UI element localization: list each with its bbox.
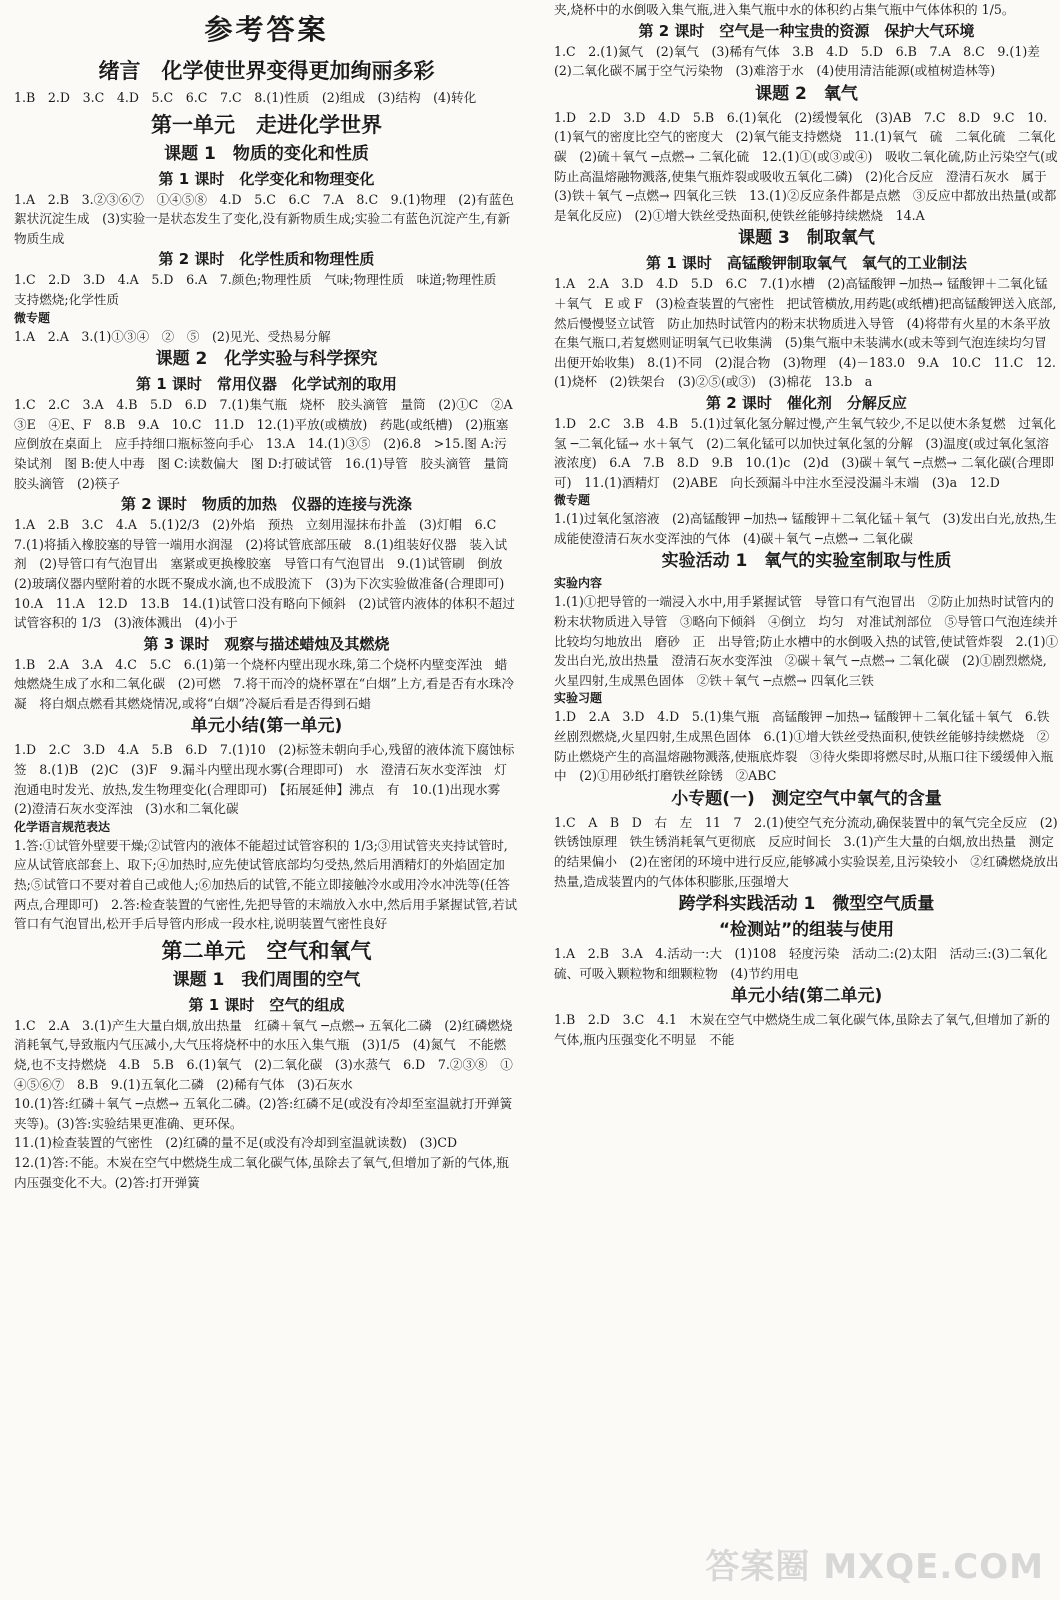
topic-heading: 课题 1 物质的变化和性质 xyxy=(164,143,369,164)
answer-block: 1.C 2.A 3.(1)产生大量白烟,放出热量 红磷＋氧气 ─点燃→ 五氧化二磷 (2)红磷燃烧消耗氧气,导致瓶内气压减小,大气压将烧杯中的水压入集气瓶 (3)1/5 (4)氮气 不能燃烧,也不支持燃烧 4.B 5.B 6.(1)氧气 (2)二氧化碳 (3)水蒸气 6.D 7.②③⑧ ①④⑤⑥⑦ 8.B 9.(1)五氧化二磷 (2)稀有气体 (3)石灰水 xyxy=(14,1017,513,1092)
unit-heading: 第一单元 走进化学世界 xyxy=(151,112,382,137)
topic-heading: “检测站”的组装与使用 xyxy=(718,920,895,941)
lesson-heading: 第 2 课时 物质的加热 仪器的连接与洗涤 xyxy=(121,495,412,514)
answer-block: 10.(1)答:红磷＋氧气 ─点燃→ 五氧化二磷。(2)答:红磷不足(或没有冷却至室温就打开弹簧夹等)。(3)答:实验结果更准确、更环保。 xyxy=(14,1096,513,1131)
topic-heading: 小专题(一) 测定空气中氧气的含量 xyxy=(671,788,942,809)
section-label: 化学语言规范表达 xyxy=(14,819,111,834)
lesson-heading: 第 2 课时 催化剂 分解反应 xyxy=(706,393,907,412)
topic-heading: 课题 3 制取氧气 xyxy=(738,228,875,249)
lesson-heading: 第 1 课时 化学变化和物理变化 xyxy=(158,169,375,188)
section-label: 实验习题 xyxy=(554,691,603,706)
unit-heading: 第二单元 空气和氧气 xyxy=(161,938,372,963)
section-label: 实验内容 xyxy=(554,576,603,591)
topic-heading: 课题 2 氧气 xyxy=(755,83,858,104)
section-label: 微专题 xyxy=(554,493,591,508)
lesson-heading: 第 2 课时 化学性质和物理性质 xyxy=(158,250,375,269)
answer-block: 夹,烧杯中的水倒吸入集气瓶,进入集气瓶中水的体积约占集气瓶中气体体积的 1/5。 xyxy=(554,2,1015,17)
lesson-heading: 第 1 课时 高锰酸钾制取氧气 氧气的工业制法 xyxy=(646,254,967,273)
watermark: 答案圈 MXQE.COM xyxy=(705,1547,1044,1587)
answer-block: 1.(1)过氧化氢溶液 (2)高锰酸钾 ─加热→ 锰酸钾＋二氧化锰＋氧气 (3)发出白光,放热,生成能使澄清石灰水变浑浊的气体 (4)碳＋氧气 ─点燃→ 二氧化碳 xyxy=(554,511,1057,546)
answer-block: 1.D 2.D 3.D 4.D 5.B 6.(1)氧化 (2)缓慢氧化 (3)AB 7.C 8.D 9.C 10.(1)氧气的密度比空气的密度大 (2)氧气能支持燃烧 11.(1)氧气 硫 二氧化硫 二氧化碳 (2)硫＋氧气 ─点燃→ 二氧化硫 12.(1)①(或③或④) 吸收二氧化硫,防止污染空气(或防止高温熔融物溅落,使集气瓶炸裂或吸收五氧化二磷) (2)化合反应 澄清石灰水 属于 (3)铁＋氧气 ─点燃→ 四氧化三铁 13.(1)②反应条件都是点燃 ③反应中都放出热量(或都是氧化反应) (2)①增大铁丝受热面积,使铁丝能够持续燃烧 14.A xyxy=(554,109,1060,223)
answer-block: 11.(1)检查装置的气密性 (2)红磷的量不足(或没有冷却到室温就读数) (3)CD xyxy=(14,1135,458,1151)
unit-heading: 绪言 化学使世界变得更加绚丽多彩 xyxy=(98,59,435,83)
answer-block: 1.C A B D 右 左 11 7 2.(1)使空气充分流动,确保装置中的氧气完全反应 (2)铁锈蚀原理 铁生锈消耗氧气更彻底 反应时间长 3.(1)产生大量的白烟,放出热量 测定的结果偏小 (2)在密闭的环境中进行反应,能够减小实验误差,且污染较小 ②红磷燃烧放出热量,造成装置内的气体体积膨胀,压强增大 xyxy=(554,814,1059,889)
answer-block: 1.A 2.B 3.C 4.A 5.(1)2/3 (2)外焰 预热 立刻用湿抹布扑盖 (3)灯帽 6.C 7.(1)将插入橡胶塞的导管一端用水润湿 (2)将试管底部压破 8.(1)组装好仪器 装入试剂 (2)导管口有气泡冒出 塞紧或更换橡胶塞 导管口有气泡冒出 9.(1)试管刷 倒放 (2)玻璃仪器内壁附着的水既不聚成水滴,也不成股流下 (3)为下次实验做准备(合理即可) 10.A 11.A 12.D 13.B 14.(1)试管口没有略向下倾斜 (2)试管内液体的体积不超过试管容积的 1/3 (3)液体溅出 (4)小于 xyxy=(14,517,517,631)
answer-block: 1.D 2.A 3.D 4.D 5.(1)集气瓶 高锰酸钾 ─加热→ 锰酸钾＋二氧化锰＋氧气 6.铁丝剧烈燃烧,火星四射,生成黑色固体 6.(1)①增大铁丝受热面积,使铁丝能够持续燃烧 ②防止燃烧产生的高温熔融物溅落,使瓶底炸裂 ③待火柴即将燃尽时,从瓶口往下缓缓伸入瓶中 (2)①用砂纸打磨铁丝除锈 ②ABC xyxy=(554,709,1054,784)
section-label: 微专题 xyxy=(14,310,51,325)
answer-block: 1.B 2.D 3.C 4.D 5.C 6.C 7.C 8.(1)性质 (2)组成 (3)结构 (4)转化 xyxy=(14,90,477,105)
answer-block: 1.(1)①把导管的一端浸入水中,用手紧握试管 导管口有气泡冒出 ②防止加热时试管内的粉末状物质进入导管 ③略向下倾斜 ④倒立 均匀 对准试剂部位 ⑤导管口气泡连续并比较均匀地放出 磨砂 正 出导管;防止水槽中的水倒吸入热的试管,使试管炸裂 2.(1)①发出白光,放出热量 澄清石灰水变浑浊 ②碳＋氧气 ─点燃→ 二氧化碳 (2)①剧烈燃烧,火星四射,生成黑色固体 ②铁＋氧气 ─点燃→ 四氧化三铁 xyxy=(554,594,1059,688)
answer-block: 1.A 2.B 3.A 4.活动一:大 (1)108 轻度污染 活动二:(2)太阳 活动三:(3)二氧化硫、可吸入颗粒物和细颗粒物 (4)节约用电 xyxy=(554,946,1048,981)
answer-block: 1.A 2.B 3.②③⑥⑦ ①④⑤⑧ 4.D 5.C 6.C 7.A 8.C 9.(1)物理 (2)有蓝色絮状沉淀生成 (3)实验一是状态发生了变化,没有新物质生成;实验二有蓝色沉淀产生,有新物质生成 xyxy=(14,191,514,246)
answer-block: 1.D 2.C 3.D 4.A 5.B 6.D 7.(1)10 (2)标签未朝向手心,残留的液体流下腐蚀标签 8.(1)B (2)C (3)F 9.漏斗内壁出现水雾(合理即可) 水 澄清石灰水变浑浊 灯泡通电时发光、放热,发生物理变化(合理即可) 【拓展延伸】沸点 有 10.(1)出现水雾 (2)澄清石灰水变浑浊 (3)水和二氧化碳 xyxy=(14,742,515,817)
topic-heading: 单元小结(第二单元) xyxy=(730,986,883,1007)
lesson-heading: 第 3 课时 观察与描述蜡烛及其燃烧 xyxy=(143,634,390,653)
answer-block: 1.C 2.(1)氮气 (2)氧气 (3)稀有气体 3.B 4.D 5.D 6.B 7.A 8.C 9.(1)差 (2)二氧化碳不属于空气污染物 (3)难溶于水 (4)使用清洁能源(或植树造林等) xyxy=(554,43,1053,79)
answer-block: 1.B 2.D 3.C 4.1 木炭在空气中燃烧生成二氧化碳气体,虽除去了氧气,但增加了新的气体,瓶内压强变化不明显 不能 xyxy=(554,1012,1051,1047)
answer-block: 1.D 2.C 3.B 4.B 5.(1)过氧化氢分解过慢,产生氧气较少,不足以使木条复燃 过氧化氢 ─二氧化锰→ 水＋氧气 (2)二氧化锰可以加快过氧化氢的分解 (3)温度(或过氧化氢溶液浓度) 6.A 7.B 8.D 9.B 10.(1)c (2)d (3)碳＋氧气 ─点燃→ 二氧化碳(合理即可) 11.(1)酒精灯 (2)ABE 向长颈漏斗中注水至浸没漏斗末端 (3)a 12.D xyxy=(554,415,1056,490)
topic-heading: 实验活动 1 氧气的实验室制取与性质 xyxy=(661,551,952,572)
lesson-heading: 第 1 课时 常用仪器 化学试剂的取用 xyxy=(136,375,397,394)
right-column xyxy=(554,0,1059,1600)
answer-block: 1.A 2.A 3.(1)①③④ ② ⑤ (2)见光、受热易分解 xyxy=(14,328,331,344)
topic-heading: 课题 1 我们周围的空气 xyxy=(172,969,361,990)
topic-heading: 单元小结(第一单元) xyxy=(190,716,343,737)
topic-heading: 课题 2 化学实验与科学探究 xyxy=(155,349,378,370)
left-column xyxy=(14,0,526,1600)
answer-block: 1.C 2.C 3.A 4.B 5.D 6.D 7.(1)集气瓶 烧杯 胶头滴管 量筒 (2)①C ②A ③E ④E、F 8.B 9.A 10.C 11.D 12.(1)平放(或横放) 药匙(或纸槽) (2)瓶塞应倒放在桌面上 应手持细口瓶标签向手心 13.A 14.(1)③⑤ (2)6.8 >15.图 A:污染试剂 图 B:使人中毒 图 C:读数偏大 图 D:打破试管 16.(1)导管 胶头滴管 量筒 胶头滴管 (2)筷子 xyxy=(14,397,526,491)
answer-block: 1.C 2.D 3.D 4.A 5.D 6.A 7.颜色;物理性质 气味;物理性质 味道;物理性质 支持燃烧;化学性质 xyxy=(14,272,509,307)
page-title: 参考答案 xyxy=(204,13,329,46)
lesson-heading: 第 1 课时 空气的组成 xyxy=(188,995,345,1014)
topic-heading: 跨学科实践活动 1 微型空气质量 xyxy=(678,894,935,915)
answer-block: 1.答:①试管外壁要干燥;②试管内的液体不能超过试管容积的 1/3;③用试管夹夹持试管时,应从试管底部套上、取下;④加热时,应先使试管底部均匀受热,然后用酒精灯的外焰固定加热;⑤试管口不要对着自己或他人;⑥加热后的试管,不能立即接触冷水或用冷水冲洗等(任答两点,合理即可) 2.答:检查装置的气密性,先把导管的末端放入水中,然后用手紧握试管,若试管口有气泡冒出,松开手后导管内形成一段水柱,说明装置气密性良好 xyxy=(14,837,518,932)
lesson-heading: 第 2 课时 空气是一种宝贵的资源 保护大气环境 xyxy=(638,21,975,40)
answer-block: 1.A 2.A 3.D 4.D 5.D 6.C 7.(1)水槽 (2)高锰酸钾 ─加热→ 锰酸钾＋二氧化锰＋氧气 E 或 F (3)检查装置的气密性 把试管横放,用药匙(或纸槽)把高锰酸钾送入底部,然后慢慢竖立试管 防止加热时试管内的粉末状物质进入导管 (4)将带有火星的木条平放在集气瓶口,若复燃则证明氧气已收集满 (5)集气瓶中未装满水(或未等到气泡连续均匀冒出便开始收集) 8.(1)不同 (2)混合物 (3)物理 (4)－183.0 9.A 10.C 11.C 12.(1)烧杯 (2)铁架台 (3)②⑤(或③) (3)棉花 13.b a xyxy=(554,276,1057,390)
answer-block: 12.(1)答:不能。木炭在空气中燃烧生成二氧化碳气体,虽除去了氧气,但增加了新的气体,瓶内压强变化不大。(2)答:打开弹簧 xyxy=(14,1154,509,1190)
answer-block: 1.B 2.A 3.A 4.C 5.C 6.(1)第一个烧杯内壁出现水珠,第二个烧杯内壁变浑浊 蜡烛燃烧生成了水和二氧化碳 (2)可燃 7.将干而冷的烧杯罩在“白烟”上方,看是否有水珠冷凝 将白烟点燃看其燃烧情况,或将“白烟”冷凝后看是否得到石蜡 xyxy=(14,656,515,711)
